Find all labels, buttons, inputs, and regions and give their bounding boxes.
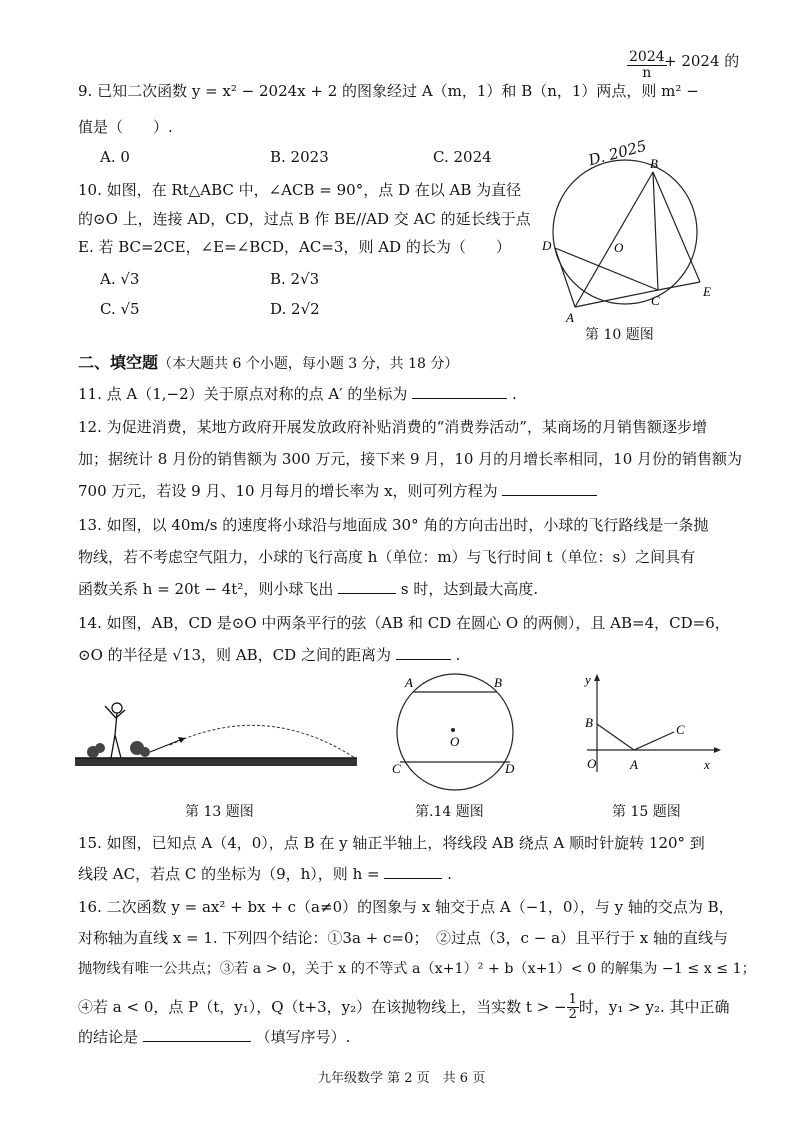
q10-line3: E. 若 BC=2CE，∠E=∠BCD，AC=3，则 AD 的长为（ ）: [78, 238, 511, 256]
fig10-ce: [658, 282, 700, 290]
q15-line1: 15. 如图，已知点 A（4，0），点 B 在 y 轴正半轴上，将线段 AB 绕点 A 顺时针旋转 120° 到: [78, 834, 705, 852]
q14-line2-text: ⊙O 的半径是 √13，则 AB，CD 之间的距离为: [78, 646, 391, 664]
q10-option-c: C. √5: [100, 300, 140, 318]
figure-13: [75, 690, 360, 780]
q16-line5: [78, 1030, 350, 1045]
fig14-label-d: D: [505, 761, 515, 776]
q13-line3-text-b: s 时，达到最大高度.: [400, 580, 539, 598]
q9-stem-line1: [78, 84, 699, 99]
q10-option-b: B. 2√3: [270, 270, 320, 288]
fig10-dc: [555, 248, 658, 290]
q16-answer-blank[interactable]: [143, 1041, 251, 1042]
q16-line4: [78, 993, 730, 1023]
fig14-center-dot: [451, 728, 455, 732]
q13-answer-blank[interactable]: [338, 593, 396, 594]
section2-title: 二、填空题: [78, 353, 159, 372]
q16-frac-num: 1: [568, 992, 577, 1007]
q16-line3: 抛物线有唯一公共点；③若 a > 0，关于 x 的不等式 a（x+1）² + b（x+1）< 0 的解集为 −1 ≤ x ≤ 1；: [78, 961, 756, 977]
q13-line2: 物线，若不考虑空气阻力，小球的飞行高度 h（单位：m）与飞行时间 t（单位：s）之间具有: [78, 548, 696, 566]
q13-line3: [78, 582, 538, 597]
fig14-label-b: B: [494, 675, 502, 690]
figure-14-caption: 第.14 题图: [415, 804, 484, 820]
q14-line2: [78, 648, 460, 663]
page-footer: 九年级数学 第 2 页 共 6 页: [318, 1071, 486, 1086]
q15-line2-end: .: [447, 865, 452, 883]
fig15-label-x: x: [704, 757, 710, 772]
q9-frac-num: 2024: [629, 49, 665, 65]
q12-line1: 12. 为促进消费，某地方政府开展发放政府补贴消费的“消费券活动”，某商场的月销售额逐步增: [78, 418, 707, 436]
fig10-be: [653, 172, 700, 282]
section2-note: （本大题共 6 个小题，每小题 3 分，共 18 分）: [158, 356, 459, 372]
q9-option-c: C. 2024: [433, 148, 492, 166]
q14-line2-end: .: [455, 646, 461, 664]
q13-line1: 13. 如图，以 40m/s 的速度将小球沿与地面成 30° 角的方向击出时，小球的飞行路线是一条抛: [78, 516, 709, 534]
q12-line3-text: 700 万元，若设 9 月、10 月每月的增长率为 x，则可列方程为: [78, 482, 498, 500]
fig10-circle: [553, 160, 697, 304]
fig15-label-b: B: [585, 715, 593, 730]
q9-stem-line2: 值是（ ）.: [78, 118, 173, 136]
q12-line3: [78, 484, 597, 499]
q10-option-a: A. √3: [100, 270, 140, 288]
fig10-label-o: O: [614, 240, 624, 255]
figure-15-caption: 第 15 题图: [612, 804, 681, 820]
figure-15: [582, 672, 722, 777]
fig10-label-d: D: [542, 238, 552, 253]
q11: [78, 387, 517, 402]
q9-fraction: [627, 50, 667, 82]
fig10-label-a: A: [566, 310, 574, 325]
fig14-label-c: C: [392, 761, 401, 776]
fig13-golfer: [105, 703, 125, 758]
q16-line2: 对称轴为直线 x = 1. 下列四个结论：①3a + c=0； ②过点（3，c − a）且平行于 x 轴的直线与: [78, 929, 729, 947]
q12-line2: 加；据统计 8 月份的销售额为 300 万元，接下来 9 月，10 月的月增长率相同，10 月份的销售额为: [78, 450, 743, 468]
section2-header: [78, 355, 458, 371]
fig15-segment-ab: [597, 724, 634, 750]
q14-answer-blank[interactable]: [396, 659, 451, 660]
q9-option-b: B. 2023: [270, 148, 329, 166]
q16-line5-text-b: （填写序号）.: [255, 1028, 351, 1046]
q16-frac-den: 2: [568, 1007, 577, 1023]
figure-10: [540, 156, 730, 330]
fig13-ground: [75, 758, 357, 766]
q9-option-a: A. 0: [100, 148, 130, 166]
fig15-label-c: C: [676, 722, 685, 737]
fig10-bc: [653, 172, 658, 290]
fig10-label-e: E: [703, 284, 711, 299]
fig10-label-c: C: [651, 293, 660, 308]
q11-answer-blank[interactable]: [412, 398, 507, 399]
fig15-label-o: O: [587, 756, 597, 771]
q13-line3-text-a: 函数关系 h = 20t − 4t²，则小球飞出: [78, 580, 334, 598]
fig15-label-y: y: [585, 672, 591, 687]
q11-end: .: [512, 385, 517, 403]
q9-stem-text: 9. 已知二次函数 y = x² − 2024x + 2 的图象经过 A（m，1）和 B（n，1）两点，则 m² −: [78, 82, 699, 100]
fig13-trajectory: [170, 725, 355, 758]
q10-option-d: D. 2√2: [270, 300, 320, 318]
q9-stem-tail: + 2024 的: [664, 52, 740, 70]
q15-answer-blank[interactable]: [384, 878, 442, 879]
fig14-label-o: O: [450, 734, 460, 749]
q9-frac-den: n: [642, 65, 652, 82]
q16-fraction: [567, 993, 579, 1023]
q12-answer-blank[interactable]: [502, 495, 597, 496]
figure-14: [390, 672, 520, 792]
figure-13-caption: 第 13 题图: [185, 804, 254, 820]
fig10-ad: [555, 248, 575, 307]
q14-line1: 14. 如图，AB，CD 是⊙O 中两条平行的弦（AB 和 CD 在圆心 O 的两侧），且 AB=4，CD=6，: [78, 614, 730, 632]
q15-line2-text: 线段 AC，若点 C 的坐标为（9，h），则 h =: [78, 865, 380, 883]
fig10-ac: [575, 290, 658, 307]
figure-10-caption: 第 10 题图: [585, 327, 654, 343]
q10-line2: 的⊙O 上，连接 AD，CD，过点 B 作 BE//AD 交 AC 的延长线于点: [78, 210, 531, 228]
q9-option-d: D. 2025: [586, 136, 649, 170]
q15-line2: [78, 867, 452, 882]
fig10-label-b: B: [650, 156, 658, 171]
fig15-label-a: A: [630, 757, 638, 772]
q16-line4-text-a: ④若 a < 0，点 P（t，y₁），Q（t+3，y₂）在该抛物线上，当实数 t > −: [78, 997, 567, 1016]
q11-text: 11. 点 A（1,−2）关于原点对称的点 A′ 的坐标为: [78, 385, 408, 403]
q16-line5-text-a: 的结论是: [78, 1028, 139, 1046]
fig15-segment-ac: [634, 732, 674, 750]
q16-line1: 16. 二次函数 y = ax² + bx + c（a≠0）的图象与 x 轴交于点 A（−1，0），与 y 轴的交点为 B，: [78, 898, 734, 916]
q10-line1: 10. 如图，在 Rt△ABC 中，∠ACB = 90°，点 D 在以 AB 为直径: [78, 181, 522, 199]
q16-line4-text-b: 时，y₁ > y₂. 其中正确: [578, 997, 730, 1016]
fig14-label-a: A: [405, 675, 413, 690]
